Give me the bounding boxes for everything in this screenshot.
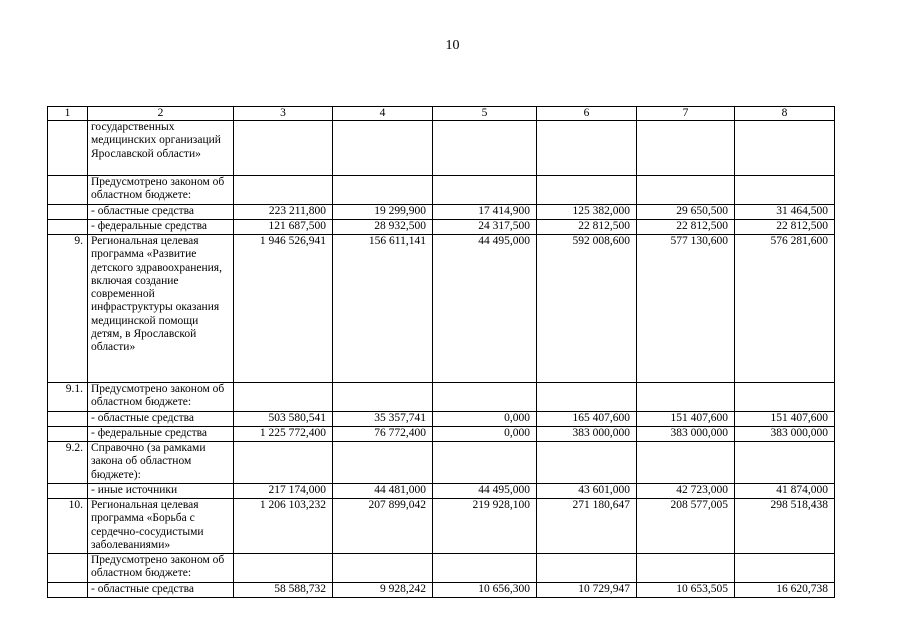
empty-cell <box>537 176 637 205</box>
row-label: Предусмотрено законом об областном бюджете: <box>88 383 234 412</box>
value-cell: 151 407,600 <box>637 412 735 427</box>
row-number <box>48 583 88 598</box>
row-label: Региональная целевая программа «Борьба с сердечно-сосудистыми заболеваниями» <box>88 499 234 554</box>
table-row <box>48 121 835 176</box>
column-number-5: 5 <box>433 107 537 121</box>
value-cell: 22 812,500 <box>537 220 637 235</box>
empty-cell <box>537 554 637 583</box>
value-cell: 58 588,732 <box>234 583 333 598</box>
value-cell: 10 653,505 <box>637 583 735 598</box>
row-number <box>48 121 88 176</box>
row-number <box>48 554 88 583</box>
value-cell: 31 464,500 <box>735 205 835 220</box>
row-label: Справочно (за рамками закона об областном бюджете): <box>88 442 234 484</box>
empty-cell <box>637 176 735 205</box>
empty-cell <box>333 176 433 205</box>
value-cell: 29 650,500 <box>637 205 735 220</box>
value-cell: 151 407,600 <box>735 412 835 427</box>
value-cell: 0,000 <box>433 427 537 442</box>
column-number-4: 4 <box>333 107 433 121</box>
empty-cell <box>637 442 735 484</box>
value-cell: 383 000,000 <box>537 427 637 442</box>
value-cell: 76 772,400 <box>333 427 433 442</box>
row-number <box>48 427 88 442</box>
page-number: 10 <box>445 38 460 53</box>
value-cell: 271 180,647 <box>537 499 637 554</box>
value-cell: 0,000 <box>433 412 537 427</box>
row-label: - федеральные средства <box>88 220 234 235</box>
value-cell: 10 656,300 <box>433 583 537 598</box>
table-row <box>48 484 835 499</box>
value-cell: 44 495,000 <box>433 235 537 383</box>
column-number-2: 2 <box>88 107 234 121</box>
empty-cell <box>735 442 835 484</box>
empty-cell <box>637 383 735 412</box>
value-cell: 17 414,900 <box>433 205 537 220</box>
table-row <box>48 554 835 583</box>
empty-cell <box>234 121 333 176</box>
value-cell: 298 518,438 <box>735 499 835 554</box>
table-row <box>48 220 835 235</box>
value-cell: 22 812,500 <box>637 220 735 235</box>
row-number <box>48 220 88 235</box>
value-cell: 503 580,541 <box>234 412 333 427</box>
row-number <box>48 412 88 427</box>
value-cell: 125 382,000 <box>537 205 637 220</box>
row-number: 9.2. <box>48 442 88 484</box>
table-row <box>48 427 835 442</box>
value-cell: 156 611,141 <box>333 235 433 383</box>
row-number <box>48 484 88 499</box>
value-cell: 207 899,042 <box>333 499 433 554</box>
row-label: - областные средства <box>88 205 234 220</box>
value-cell: 35 357,741 <box>333 412 433 427</box>
value-cell: 592 008,600 <box>537 235 637 383</box>
empty-cell <box>735 554 835 583</box>
table-row <box>48 583 835 598</box>
value-cell: 577 130,600 <box>637 235 735 383</box>
row-label: - областные средства <box>88 583 234 598</box>
empty-cell <box>735 383 835 412</box>
empty-cell <box>433 554 537 583</box>
empty-cell <box>234 554 333 583</box>
value-cell: 1 946 526,941 <box>234 235 333 383</box>
value-cell: 1 225 772,400 <box>234 427 333 442</box>
column-number-8: 8 <box>735 107 835 121</box>
value-cell: 22 812,500 <box>735 220 835 235</box>
value-cell: 44 495,000 <box>433 484 537 499</box>
value-cell: 383 000,000 <box>637 427 735 442</box>
row-label: - федеральные средства <box>88 427 234 442</box>
empty-cell <box>433 176 537 205</box>
empty-cell <box>333 121 433 176</box>
value-cell: 383 000,000 <box>735 427 835 442</box>
budget-table <box>47 106 835 598</box>
value-cell: 165 407,600 <box>537 412 637 427</box>
column-number-7: 7 <box>637 107 735 121</box>
empty-cell <box>537 442 637 484</box>
row-label: - иные источники <box>88 484 234 499</box>
value-cell: 208 577,005 <box>637 499 735 554</box>
value-cell: 223 211,800 <box>234 205 333 220</box>
table-row <box>48 442 835 484</box>
empty-cell <box>333 383 433 412</box>
row-label: Региональная целевая программа «Развитие детского здравоохранения, включая создание современной инфраструктуры оказания медицинской помощи детям, в Ярославской области» <box>88 235 234 383</box>
empty-cell <box>537 121 637 176</box>
value-cell: 41 874,000 <box>735 484 835 499</box>
value-cell: 44 481,000 <box>333 484 433 499</box>
column-number-6: 6 <box>537 107 637 121</box>
empty-cell <box>333 554 433 583</box>
table-row <box>48 176 835 205</box>
row-label: государственных медицинских организаций Ярославской области» <box>88 121 234 176</box>
empty-cell <box>735 121 835 176</box>
value-cell: 42 723,000 <box>637 484 735 499</box>
row-number <box>48 176 88 205</box>
table-row <box>48 235 835 383</box>
value-cell: 219 928,100 <box>433 499 537 554</box>
empty-cell <box>537 383 637 412</box>
empty-cell <box>637 121 735 176</box>
row-label: - областные средства <box>88 412 234 427</box>
empty-cell <box>234 442 333 484</box>
empty-cell <box>735 176 835 205</box>
table-row <box>48 412 835 427</box>
value-cell: 24 317,500 <box>433 220 537 235</box>
empty-cell <box>433 383 537 412</box>
empty-cell <box>234 176 333 205</box>
row-label: Предусмотрено законом об областном бюджете: <box>88 554 234 583</box>
row-number: 9. <box>48 235 88 383</box>
table-row <box>48 383 835 412</box>
value-cell: 19 299,900 <box>333 205 433 220</box>
empty-cell <box>333 442 433 484</box>
value-cell: 43 601,000 <box>537 484 637 499</box>
value-cell: 16 620,738 <box>735 583 835 598</box>
value-cell: 1 206 103,232 <box>234 499 333 554</box>
value-cell: 28 932,500 <box>333 220 433 235</box>
row-label: Предусмотрено законом об областном бюджете: <box>88 176 234 205</box>
table-row <box>48 499 835 554</box>
row-number: 10. <box>48 499 88 554</box>
empty-cell <box>234 383 333 412</box>
column-number-row <box>48 107 835 121</box>
value-cell: 217 174,000 <box>234 484 333 499</box>
value-cell: 121 687,500 <box>234 220 333 235</box>
value-cell: 10 729,947 <box>537 583 637 598</box>
empty-cell <box>637 554 735 583</box>
table-row <box>48 205 835 220</box>
empty-cell <box>433 121 537 176</box>
row-number <box>48 205 88 220</box>
column-number-3: 3 <box>234 107 333 121</box>
empty-cell <box>433 442 537 484</box>
column-number-1: 1 <box>48 107 88 121</box>
row-number: 9.1. <box>48 383 88 412</box>
value-cell: 576 281,600 <box>735 235 835 383</box>
value-cell: 9 928,242 <box>333 583 433 598</box>
